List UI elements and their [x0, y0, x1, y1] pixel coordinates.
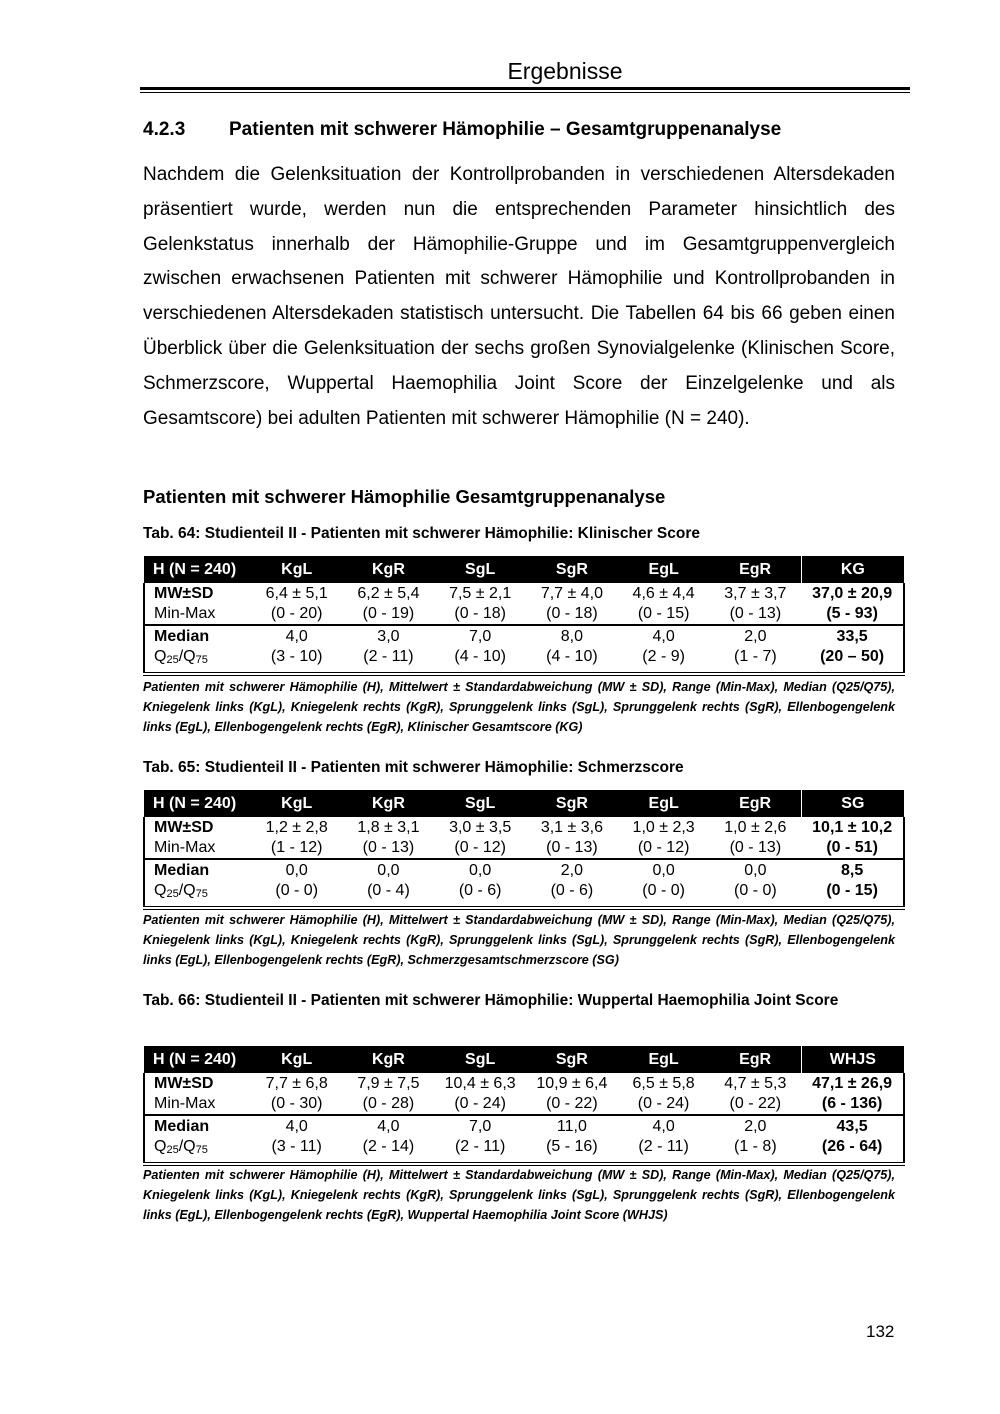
table-footnote: Patienten mit schwerer Hämophilie (H), Mittelwert ± Standardabweichung (MW ± SD), Range (Min-Max), Median (Q25/Q75), Kniegelenk links (KgL), Kniegelenk rechts (KgR), Sprunggelenk links (SgL), Sprunggelenk rechts (SgR), Ellenbogengelenk links (EgL), Ellenbogengelenk rechts (EgR), Wuppertal Haemophilia Joint Score (WHJS)	[143, 1168, 895, 1222]
table-header-row	[144, 556, 904, 583]
row-label-secondary	[154, 881, 251, 905]
cell-range: (4 - 10)	[546, 647, 598, 665]
section-number: 4.2.3	[143, 119, 186, 140]
cell-range: (2 - 14)	[362, 1137, 415, 1155]
cell-value: 47,1 ± 26,9	[812, 1075, 893, 1092]
cell-value: 2,0	[744, 1118, 767, 1135]
cell-range: (0 - 15)	[826, 881, 878, 899]
cell-range: (0 - 28)	[362, 1094, 415, 1112]
table-cell	[251, 1115, 343, 1164]
cell-value: 3,7 ± 3,7	[724, 585, 787, 602]
cell-value: 43,5	[836, 1118, 868, 1135]
cell-range: (0 - 12)	[454, 838, 506, 856]
cell-range: (0 - 13)	[729, 838, 782, 856]
row-label	[144, 859, 251, 908]
cell-value: 6,5 ± 5,8	[632, 1075, 695, 1092]
table-cell	[434, 1073, 526, 1115]
cell-range: (0 - 15)	[637, 604, 690, 622]
table-cell	[618, 583, 710, 625]
cell-range: (0 - 24)	[637, 1094, 690, 1112]
q-sub: 75	[195, 887, 208, 900]
column-header: KG	[801, 556, 904, 583]
table-cell	[251, 625, 343, 674]
running-head: Ergebnisse	[507, 58, 623, 84]
table-cell	[618, 859, 710, 908]
column-header: EgL	[618, 790, 710, 817]
row-label-primary: Median	[154, 628, 210, 645]
table-cell	[801, 1115, 904, 1164]
row-label-primary: MW±SD	[154, 1075, 214, 1092]
cell-value: 10,4 ± 6,3	[444, 1075, 516, 1092]
table-footnote: Patienten mit schwerer Hämophilie (H), Mittelwert ± Standardabweichung (MW ± SD), Range (Min-Max), Median (Q25/Q75), Kniegelenk links (KgL), Kniegelenk rechts (KgR), Sprunggelenk links (SgL), Sprunggelenk rechts (SgR), Ellenbogengelenk links (EgL), Ellenbogengelenk rechts (EgR), Schmerzgesamtschmerzscore (SG)	[143, 913, 895, 967]
cell-value: 7,5 ± 2,1	[449, 585, 512, 602]
cell-value: 4,7 ± 5,3	[724, 1075, 787, 1092]
column-header: SG	[801, 790, 904, 817]
q-sub: 25	[166, 887, 179, 900]
column-header: EgR	[709, 1046, 801, 1073]
column-header: KgR	[343, 790, 435, 817]
table-row	[144, 1115, 904, 1164]
cell-value: 4,0	[285, 1118, 308, 1135]
column-header: WHJS	[801, 1046, 904, 1073]
row-label-secondary	[154, 1137, 251, 1161]
cell-range: (0 - 0)	[642, 881, 685, 899]
cell-value: 0,0	[652, 862, 675, 879]
cell-range: (20 – 50)	[820, 647, 885, 665]
column-header: EgR	[710, 790, 802, 817]
table-row	[144, 817, 904, 859]
cell-value: 1,2 ± 2,8	[265, 819, 328, 836]
cell-value: 7,7 ± 4,0	[540, 585, 603, 602]
table-footnote: Patienten mit schwerer Hämophilie (H), Mittelwert ± Standardabweichung (MW ± SD), Range (Min-Max), Median (Q25/Q75), Kniegelenk links (KgL), Kniegelenk rechts (KgR), Sprunggelenk links (SgL), Sprunggelenk rechts (SgR), Ellenbogengelenk links (EgL), Ellenbogengelenk rechts (EgR), Klinischer Gesamtscore (KG)	[143, 680, 895, 734]
table-cell	[618, 1073, 710, 1115]
column-header: SgL	[434, 556, 526, 583]
table-cell	[526, 583, 618, 625]
cell-range: (0 - 13)	[729, 604, 782, 622]
header-rule	[140, 87, 910, 90]
table-cell	[710, 625, 802, 674]
table-cell	[801, 817, 904, 859]
subheading: Patienten mit schwerer Hämophilie Gesamtgruppenanalyse	[143, 486, 666, 507]
cell-range: (2 - 11)	[454, 1137, 506, 1155]
q-sub: 75	[195, 653, 208, 666]
table-cell	[343, 817, 435, 859]
column-header: SgR	[526, 790, 618, 817]
table-cell	[434, 625, 526, 674]
cell-range: (1 - 7)	[734, 647, 777, 665]
column-header: KgR	[343, 1046, 435, 1073]
row-label-primary: Median	[154, 862, 210, 879]
cell-range: (2 - 11)	[638, 1137, 689, 1155]
column-header: SgL	[434, 790, 526, 817]
table-cell	[434, 817, 526, 859]
table-cell	[801, 859, 904, 908]
q-sub: 75	[195, 1143, 208, 1156]
cell-value: 8,0	[560, 628, 584, 645]
cell-value: 37,0 ± 20,9	[812, 585, 893, 602]
table-caption: Tab. 65: Studienteil II - Patienten mit schwerer Hämophilie: Schmerzscore	[143, 759, 684, 776]
row-label-secondary	[154, 647, 251, 671]
column-header: SgR	[526, 1046, 618, 1073]
table-row	[144, 625, 904, 674]
table-cell	[343, 1073, 435, 1115]
cell-range: (0 - 6)	[458, 881, 502, 899]
cell-range: (0 - 13)	[546, 838, 598, 856]
table-cell	[801, 1073, 904, 1115]
row-label-secondary: Min-Max	[154, 1094, 216, 1112]
table-cell	[343, 1115, 435, 1164]
row-label	[144, 1073, 251, 1115]
row-label	[144, 817, 251, 859]
table-cell	[710, 817, 802, 859]
cell-value: 6,4 ± 5,1	[265, 585, 328, 602]
cell-range: (0 - 22)	[729, 1094, 782, 1112]
cell-range: (0 - 13)	[362, 838, 415, 856]
table-cell	[251, 817, 343, 859]
cell-range: (5 - 93)	[826, 604, 878, 622]
cell-range: (2 - 11)	[363, 647, 414, 665]
page-number: 132	[866, 1322, 895, 1341]
row-label	[144, 1115, 251, 1164]
cell-value: 33,5	[836, 628, 868, 645]
cell-value: 0,0	[377, 862, 400, 879]
table-cell	[618, 625, 710, 674]
cell-value: 10,9 ± 6,4	[536, 1075, 608, 1092]
cell-value: 4,0	[377, 1118, 400, 1135]
table-cell	[526, 817, 618, 859]
cell-value: 10,1 ± 10,2	[812, 819, 893, 836]
table-cell	[709, 1115, 801, 1164]
cell-range: (0 - 51)	[826, 838, 878, 856]
q-label: /Q	[178, 647, 196, 665]
q-label: Q	[154, 647, 167, 665]
table-cell	[618, 1115, 710, 1164]
column-header: KgL	[251, 556, 343, 583]
body-paragraph: Nachdem die Gelenksituation der Kontrollprobanden in verschiedenen Altersdekaden präsentiert wurde, werden nun die entsprechenden Parameter hinsichtlich des Gelenkstatus innerhalb der Hämophilie-Gruppe und im Gesamtgruppenvergleich zwischen erwachsenen Patienten mit schwerer Hämophilie und Kontrollprobanden in verschiedenen Altersdekaden statistisch untersucht. Die Tabellen 64 bis 66 geben einen Überblick über die Gelenksituation der sechs großen Synovialgelenke (Klinischen Score, Schmerzscore, Wuppertal Haemophilia Joint Score der Einzelgelenke und als Gesamtscore) bei adulten Patienten mit schwerer Hämophilie (N = 240).	[143, 164, 895, 429]
section-heading	[143, 119, 781, 141]
cell-value: 3,0 ± 3,5	[449, 819, 512, 836]
cell-value: 0,0	[469, 862, 492, 879]
cell-range: (0 - 12)	[637, 838, 690, 856]
cell-value: 4,0	[652, 628, 675, 645]
header-rule-thin	[140, 92, 910, 93]
cell-range: (1 - 8)	[733, 1137, 777, 1155]
table-header-row	[144, 790, 904, 817]
table-cell	[434, 1115, 526, 1164]
table-cell	[710, 583, 802, 625]
cell-range: (5 - 16)	[546, 1137, 598, 1155]
cell-range: (0 - 6)	[550, 881, 594, 899]
row-label	[144, 583, 251, 625]
column-header: SgR	[526, 556, 618, 583]
table-caption: Tab. 64: Studienteil II - Patienten mit schwerer Hämophilie: Klinischer Score	[143, 525, 700, 542]
column-header: KgL	[251, 1046, 343, 1073]
table-cell	[618, 817, 710, 859]
cell-range: (6 - 136)	[821, 1094, 883, 1112]
column-header: H (N = 240)	[144, 790, 251, 817]
row-label-primary: MW±SD	[154, 585, 214, 602]
q-sub: 25	[166, 653, 179, 666]
cell-range: (0 - 18)	[546, 604, 598, 622]
table-row	[144, 1073, 904, 1115]
q-label: Q	[154, 1137, 167, 1155]
cell-range: (26 - 64)	[821, 1137, 883, 1155]
table-cell	[709, 1073, 801, 1115]
column-header: SgL	[434, 1046, 526, 1073]
row-label-secondary: Min-Max	[154, 604, 216, 622]
cell-value: 8,5	[840, 862, 864, 879]
cell-value: 4,0	[285, 628, 308, 645]
table-cell	[343, 583, 435, 625]
cell-value: 7,0	[469, 628, 492, 645]
table-cell	[343, 625, 435, 674]
row-label-secondary: Min-Max	[154, 838, 216, 856]
cell-value: 4,0	[652, 1118, 675, 1135]
cell-value: 1,8 ± 3,1	[357, 819, 420, 836]
table-cell	[801, 625, 904, 674]
cell-value: 1,0 ± 2,3	[632, 819, 695, 836]
cell-value: 7,9 ± 7,5	[357, 1075, 420, 1092]
q-sub: 25	[166, 1143, 179, 1156]
table-cell	[343, 859, 435, 908]
cell-range: (1 - 12)	[270, 838, 323, 856]
cell-value: 0,0	[285, 862, 308, 879]
table-cell	[526, 1073, 618, 1115]
column-header: H (N = 240)	[144, 556, 251, 583]
cell-value: 3,0	[377, 628, 400, 645]
cell-value: 1,0 ± 2,6	[724, 819, 787, 836]
column-header: H (N = 240)	[144, 1046, 251, 1073]
cell-range: (2 - 9)	[642, 647, 685, 665]
table-66	[143, 1046, 905, 1166]
cell-range: (4 - 10)	[454, 647, 506, 665]
row-label-primary: Median	[154, 1118, 210, 1135]
table-cell	[801, 583, 904, 625]
column-header: EgL	[618, 1046, 710, 1073]
cell-range: (0 - 24)	[454, 1094, 506, 1112]
cell-value: 2,0	[560, 862, 584, 879]
q-label: Q	[154, 881, 167, 899]
cell-value: 3,1 ± 3,6	[540, 819, 603, 836]
cell-range: (0 - 22)	[546, 1094, 598, 1112]
table-row	[144, 859, 904, 908]
table-cell	[434, 583, 526, 625]
cell-range: (0 - 20)	[270, 604, 323, 622]
table-cell	[526, 625, 618, 674]
cell-range: (0 - 0)	[734, 881, 777, 899]
table-cell	[526, 1115, 618, 1164]
table-row	[144, 583, 904, 625]
table-cell	[526, 859, 618, 908]
cell-range: (0 - 30)	[270, 1094, 323, 1112]
cell-value: 0,0	[744, 862, 767, 879]
cell-value: 6,2 ± 5,4	[357, 585, 420, 602]
cell-range: (0 - 4)	[367, 881, 410, 899]
cell-value: 7,7 ± 6,8	[265, 1075, 328, 1092]
q-label: /Q	[178, 1137, 196, 1155]
table-caption: Tab. 66: Studienteil II - Patienten mit schwerer Hämophilie: Wuppertal Haemophilia Joint Score	[143, 992, 839, 1009]
cell-range: (0 - 18)	[454, 604, 506, 622]
q-label: /Q	[178, 881, 196, 899]
table-cell	[251, 1073, 343, 1115]
table-header-row	[144, 1046, 904, 1073]
column-header: KgL	[251, 790, 343, 817]
section-title: Patienten mit schwerer Hämophilie – Gesamtgruppenanalyse	[229, 119, 782, 140]
column-header: EgR	[710, 556, 802, 583]
cell-value: 7,0	[469, 1118, 492, 1135]
table-cell	[251, 583, 343, 625]
table-cell	[710, 859, 802, 908]
table-cell	[434, 859, 526, 908]
cell-range: (0 - 19)	[362, 604, 415, 622]
column-header: EgL	[618, 556, 710, 583]
cell-value: 2,0	[744, 628, 767, 645]
cell-value: 11,0	[556, 1118, 587, 1135]
cell-range: (0 - 0)	[275, 881, 319, 899]
table-65	[143, 790, 905, 910]
cell-range: (3 - 10)	[270, 647, 323, 665]
row-label	[144, 625, 251, 674]
cell-range: (3 - 11)	[271, 1137, 322, 1155]
column-header: KgR	[343, 556, 435, 583]
table-cell	[251, 859, 343, 908]
row-label-primary: MW±SD	[154, 819, 214, 836]
table-64	[143, 556, 905, 676]
cell-value: 4,6 ± 4,4	[632, 585, 695, 602]
